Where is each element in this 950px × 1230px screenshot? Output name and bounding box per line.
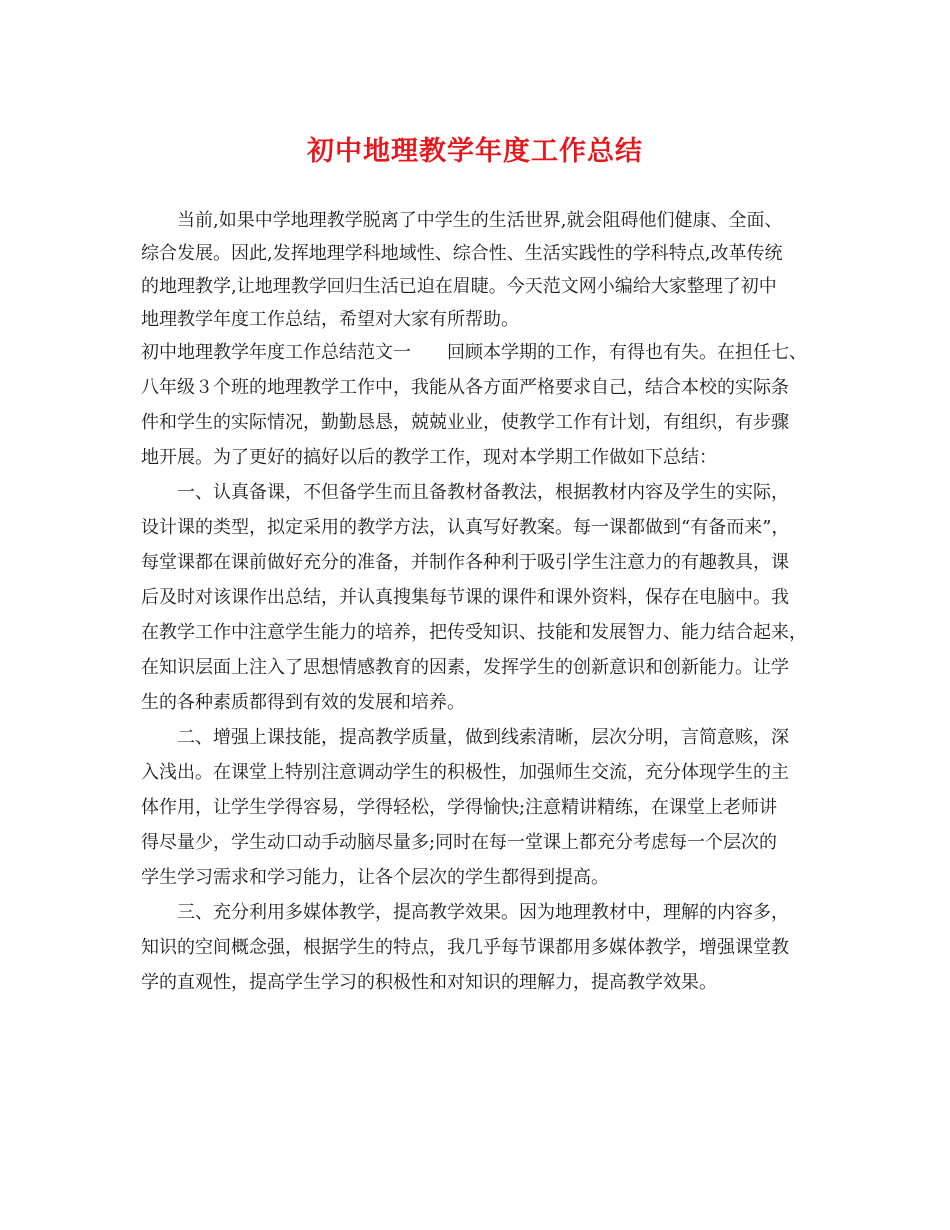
text-line: 每堂课都在课前做好充分的准备，并制作各种利于吸引学生注意力的有趣教具，课 bbox=[141, 552, 789, 573]
text-line: 入浅出。在课堂上特别注意调动学生的积极性，加强师生交流，充分体现学生的主 bbox=[141, 762, 789, 783]
text-line: 知识的空间概念强，根据学生的特点，我几乎每节课都用多媒体教学，增强课堂教 bbox=[141, 937, 789, 958]
text-line: 二、增强上课技能，提高教学质量，做到线索清晰，层次分明，言简意赅，深 bbox=[177, 727, 789, 748]
text-line: 地理教学年度工作总结，希望对大家有所帮助。 bbox=[141, 309, 519, 330]
text-line: 当前,如果中学地理教学脱离了中学生的生活世界,就会阻碍他们健康、全面、 bbox=[177, 210, 783, 231]
text-line: 件和学生的实际情况，勤勤恳恳，兢兢业业，使教学工作有计划，有组织，有步骤 bbox=[141, 412, 789, 433]
text-line: 一、认真备课，不但备学生而且备教材备教法，根据教材内容及学生的实际， bbox=[177, 482, 789, 503]
text-line: 地开展。为了更好的搞好以后的教学工作，现对本学期工作做如下总结： bbox=[141, 447, 717, 468]
text-line: 学生学习需求和学习能力，让各个层次的学生都得到提高。 bbox=[141, 867, 609, 888]
text-line: 学的直观性，提高学生学习的积极性和对知识的理解力，提高教学效果。 bbox=[141, 972, 717, 993]
text-line: 设计课的类型，拟定采用的教学方法，认真写好教案。每一课都做到“有备而来”， bbox=[141, 517, 790, 538]
text-line: 初中地理教学年度工作总结范文一 回顾本学期的工作，有得也有失。在担任七、 bbox=[141, 342, 807, 363]
text-line: 在教学工作中注意学生能力的培养，把传受知识、技能和发展智力、能力结合起来， bbox=[141, 622, 807, 643]
text-line: 后及时对该课作出总结，并认真搜集每节课的课件和课外资料，保存在电脑中。我 bbox=[141, 587, 789, 608]
text-line: 的地理教学,让地理教学回归生活已迫在眉睫。今天范文网小编给大家整理了初中 bbox=[141, 276, 777, 297]
document-title: 初中地理教学年度工作总结 bbox=[307, 136, 643, 167]
text-line: 生的各种素质都得到有效的发展和培养。 bbox=[141, 692, 465, 713]
text-line: 八年级３个班的地理教学工作中，我能从各方面严格要求自己，结合本校的实际条 bbox=[141, 377, 789, 398]
text-line: 得尽量少，学生动口动手动脑尽量多;同时在每一堂课上都充分考虑每一个层次的 bbox=[141, 832, 778, 853]
text-line: 三、充分利用多媒体教学，提高教学效果。因为地理教材中，理解的内容多， bbox=[177, 902, 789, 923]
text-line: 综合发展。因此,发挥地理学科地域性、综合性、生活实践性的学科特点,改革传统 bbox=[141, 243, 783, 264]
text-line: 在知识层面上注入了思想情感教育的因素，发挥学生的创新意识和创新能力。让学 bbox=[141, 657, 789, 678]
text-line: 体作用，让学生学得容易，学得轻松，学得愉快;注意精讲精练，在课堂上老师讲 bbox=[141, 797, 778, 818]
